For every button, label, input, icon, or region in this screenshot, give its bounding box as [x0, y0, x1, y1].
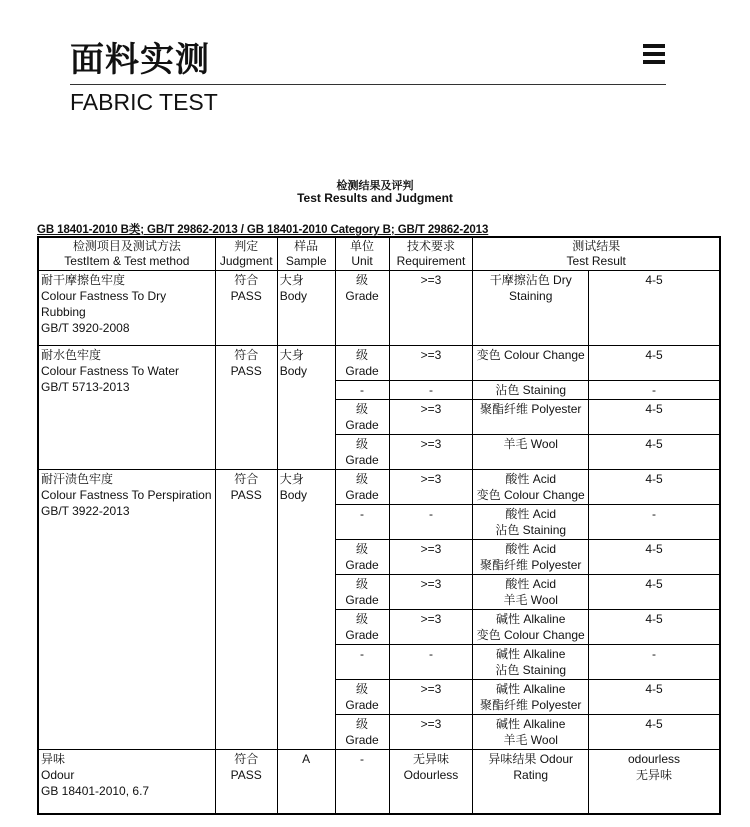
- table-row: [38, 750, 720, 814]
- requirement-cell: >=3: [389, 680, 473, 715]
- requirement-cell: >=3: [389, 715, 473, 750]
- unit-cell: 级 Grade: [335, 271, 389, 346]
- test-results-table: [37, 236, 721, 815]
- unit-cell: 级 Grade: [335, 470, 389, 505]
- table-row: [38, 470, 720, 505]
- judgment-cell: 符合 PASS: [215, 271, 277, 346]
- result-label-cell: 酸性 Acid 羊毛 Wool: [473, 575, 589, 610]
- report-title-en: Test Results and Judgment: [297, 191, 453, 205]
- sample-cell: A: [277, 750, 335, 814]
- result-value-cell: 4-5: [588, 680, 720, 715]
- sample-cell: 大身 Body: [277, 271, 335, 346]
- requirement-cell: >=3: [389, 610, 473, 645]
- result-label-cell: 沾色 Staining: [473, 381, 589, 400]
- judgment-cell: 符合 PASS: [215, 750, 277, 814]
- unit-cell: -: [335, 505, 389, 540]
- test-item-cell: 耐汗渍色牢度 Colour Fastness To Perspiration GB/T 3922-2013: [38, 470, 215, 750]
- result-value-cell: 4-5: [588, 400, 720, 435]
- page-header: [70, 38, 666, 115]
- result-label-cell: 干摩擦沾色 Dry Staining: [473, 271, 589, 346]
- result-label-cell: 羊毛 Wool: [473, 435, 589, 470]
- unit-cell: 级 Grade: [335, 715, 389, 750]
- page-title: 面料实测: [70, 40, 210, 80]
- unit-cell: 级 Grade: [335, 435, 389, 470]
- test-item-cell: 异味 Odour GB 18401-2010, 6.7: [38, 750, 215, 814]
- result-value-cell: 4-5: [588, 435, 720, 470]
- header-test-item: 检测项目及测试方法 TestItem & Test method: [38, 237, 215, 271]
- requirement-cell: >=3: [389, 435, 473, 470]
- requirement-cell: 无异味 Odourless: [389, 750, 473, 814]
- result-label-cell: 碱性 Alkaline 聚酯纤维 Polyester: [473, 680, 589, 715]
- hamburger-menu-icon[interactable]: [643, 44, 665, 65]
- judgment-cell: 符合 PASS: [215, 346, 277, 470]
- page-subtitle: FABRIC TEST: [70, 89, 218, 115]
- table-row: [38, 346, 720, 381]
- result-value-cell: -: [588, 645, 720, 680]
- result-value-cell: -: [588, 381, 720, 400]
- title-divider: [70, 84, 666, 85]
- unit-cell: 级 Grade: [335, 575, 389, 610]
- requirement-cell: >=3: [389, 540, 473, 575]
- result-label-cell: 酸性 Acid 沾色 Staining: [473, 505, 589, 540]
- result-value-cell: 4-5: [588, 715, 720, 750]
- report-title-cn: 检测结果及评判: [336, 180, 414, 192]
- result-label-cell: 碱性 Alkaline 变色 Colour Change: [473, 610, 589, 645]
- result-label-cell: 异味结果 Odour Rating: [473, 750, 589, 814]
- sample-cell: 大身 Body: [277, 346, 335, 470]
- unit-cell: -: [335, 645, 389, 680]
- requirement-cell: >=3: [389, 575, 473, 610]
- test-item-cell: 耐水色牢度 Colour Fastness To Water GB/T 5713-2013: [38, 346, 215, 470]
- test-item-cell: 耐干摩擦色牢度 Colour Fastness To Dry Rubbing GB/T 3920-2008: [38, 271, 215, 346]
- requirement-cell: -: [389, 381, 473, 400]
- judgment-cell: 符合 PASS: [215, 470, 277, 750]
- unit-cell: 级 Grade: [335, 610, 389, 645]
- unit-cell: 级 Grade: [335, 346, 389, 381]
- result-value-cell: -: [588, 505, 720, 540]
- table-row: [38, 271, 720, 346]
- result-label-cell: 碱性 Alkaline 沾色 Staining: [473, 645, 589, 680]
- header-sample: 样品 Sample: [277, 237, 335, 271]
- unit-cell: 级 Grade: [335, 540, 389, 575]
- unit-cell: 级 Grade: [335, 680, 389, 715]
- result-value-cell: 4-5: [588, 346, 720, 381]
- requirement-cell: -: [389, 505, 473, 540]
- result-value-cell: 4-5: [588, 470, 720, 505]
- result-value-cell: 4-5: [588, 575, 720, 610]
- unit-cell: 级 Grade: [335, 400, 389, 435]
- header-unit: 单位 Unit: [335, 237, 389, 271]
- requirement-cell: >=3: [389, 271, 473, 346]
- requirement-cell: >=3: [389, 400, 473, 435]
- table-body: [38, 271, 720, 814]
- sample-cell: 大身 Body: [277, 470, 335, 750]
- requirement-cell: -: [389, 645, 473, 680]
- header-requirement: 技术要求 Requirement: [389, 237, 473, 271]
- result-label-cell: 变色 Colour Change: [473, 346, 589, 381]
- requirement-cell: >=3: [389, 346, 473, 381]
- standard-reference: GB 18401-2010 B类; GB/T 29862-2013 / GB 18401-2010 Category B; GB/T 29862-2013: [37, 224, 489, 236]
- result-label-cell: 酸性 Acid 变色 Colour Change: [473, 470, 589, 505]
- result-value-cell: 4-5: [588, 540, 720, 575]
- header-judgment: 判定 Judgment: [215, 237, 277, 271]
- result-label-cell: 聚酯纤维 Polyester: [473, 400, 589, 435]
- requirement-cell: >=3: [389, 470, 473, 505]
- table-header-row: [38, 237, 720, 271]
- unit-cell: -: [335, 750, 389, 814]
- result-label-cell: 碱性 Alkaline 羊毛 Wool: [473, 715, 589, 750]
- result-value-cell: 4-5: [588, 610, 720, 645]
- result-value-cell: odourless 无异味: [588, 750, 720, 814]
- unit-cell: -: [335, 381, 389, 400]
- result-value-cell: 4-5: [588, 271, 720, 346]
- header-test-result: 测试结果 Test Result: [473, 237, 720, 271]
- result-label-cell: 酸性 Acid 聚酯纤维 Polyester: [473, 540, 589, 575]
